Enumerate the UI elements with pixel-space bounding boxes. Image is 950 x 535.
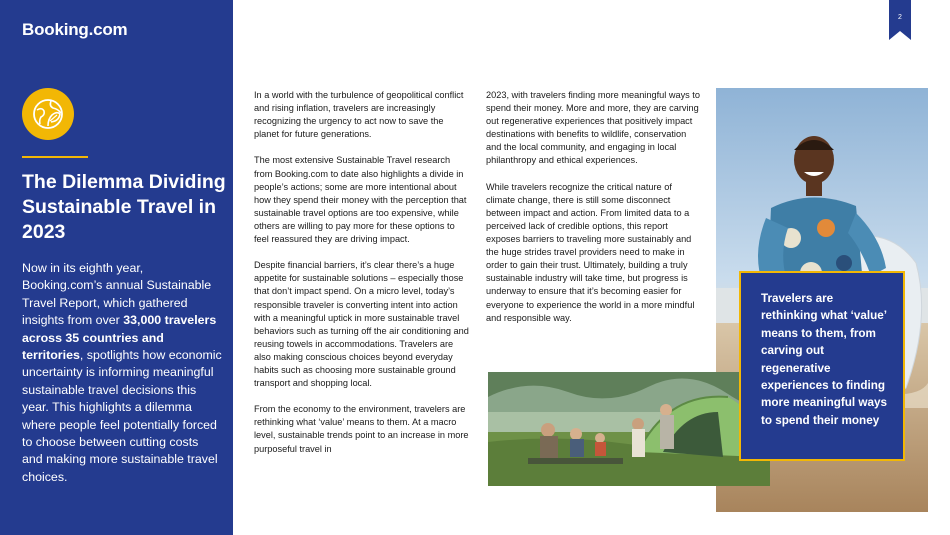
intro-paragraph — [22, 260, 222, 486]
pull-quote-text: Travelers are rethinking what ‘value’ means to them, from carving out regenerative experiences to finding more meaningful ways to spend their money — [761, 292, 888, 427]
page-number: 2 — [898, 14, 902, 21]
paragraph: From the economy to the environment, travelers are rethinking what ‘value’ means to them. At a macro level, sustainable trends point to an increase in more purposeful travel in — [254, 404, 469, 454]
page-title: The Dilemma Dividing Sustainable Travel in 2023 — [22, 171, 226, 243]
paragraph: The most extensive Sustainable Travel research from Booking.com to date also highlights a divide in people’s actions; some are more intentional about how they spend their money with the perception that sustainable travel options are too expensive, while others are willing to pay more for these options to feel reassured they are driving impact. — [254, 155, 467, 245]
paragraph: 2023, with travelers finding more meaningful ways to spend their money. More and more, they are carving out regenerative experiences that positively impact destinations with benefits to wildlife, conservation and the local community, and engaging in local philanthropy and ethical experiences. — [486, 90, 700, 166]
intro-text-2: , spotlights how economic uncertainty is informing meaningful sustainable travel decisions this year. This highlights a dilemma where people feel potentially forced to choose between cutting costs and making more sustainable travel choices. — [22, 348, 222, 484]
photo-family-camping — [488, 372, 770, 486]
sidebar — [0, 0, 233, 535]
accent-divider — [22, 156, 88, 158]
globe-leaf-icon — [22, 88, 74, 140]
paragraph: Despite financial barriers, it’s clear there’s a huge appetite for sustainable solutions – especially those that don’t impact spend. On a micro level, today’s responsible traveler is converting intent into action with a meaningful uptick in more sustainable travel behaviors such as turning off the air conditioning and reusing towels in accommodations. Travelers are also making conscious choices beyond everyday habits such as choosing more sustainable ground transport and shopping local. — [254, 260, 469, 389]
paragraph: While travelers recognize the critical nature of climate change, there is still some disconnect between impact and action. From limited data to a perceived lack of credible options, this report exposes barriers to traveling more sustainably and the huge strides travel providers need to make in order to gain their trust. Ultimately, building a truly sustainable industry will take time, but progress is underway to ensure that it’s becoming easier for everyone to experience the world in a more mindful and responsible way. — [486, 181, 695, 323]
body-column-1 — [254, 89, 469, 469]
intro-text-1: Now in its eighth year, Booking.com’s annual Sustainable Travel Report, which gathered insights from over — [22, 261, 212, 328]
booking-logo: Booking.com — [22, 20, 128, 39]
paragraph: In a world with the turbulence of geopolitical conflict and rising inflation, travelers are increasingly recognizing the urgency to act now to save the planet for future generations. — [254, 90, 464, 140]
body-column-2 — [486, 89, 701, 338]
pull-quote-box — [739, 271, 905, 461]
intro-highlight: 33,000 travelers across 35 countries and territories — [22, 313, 217, 363]
